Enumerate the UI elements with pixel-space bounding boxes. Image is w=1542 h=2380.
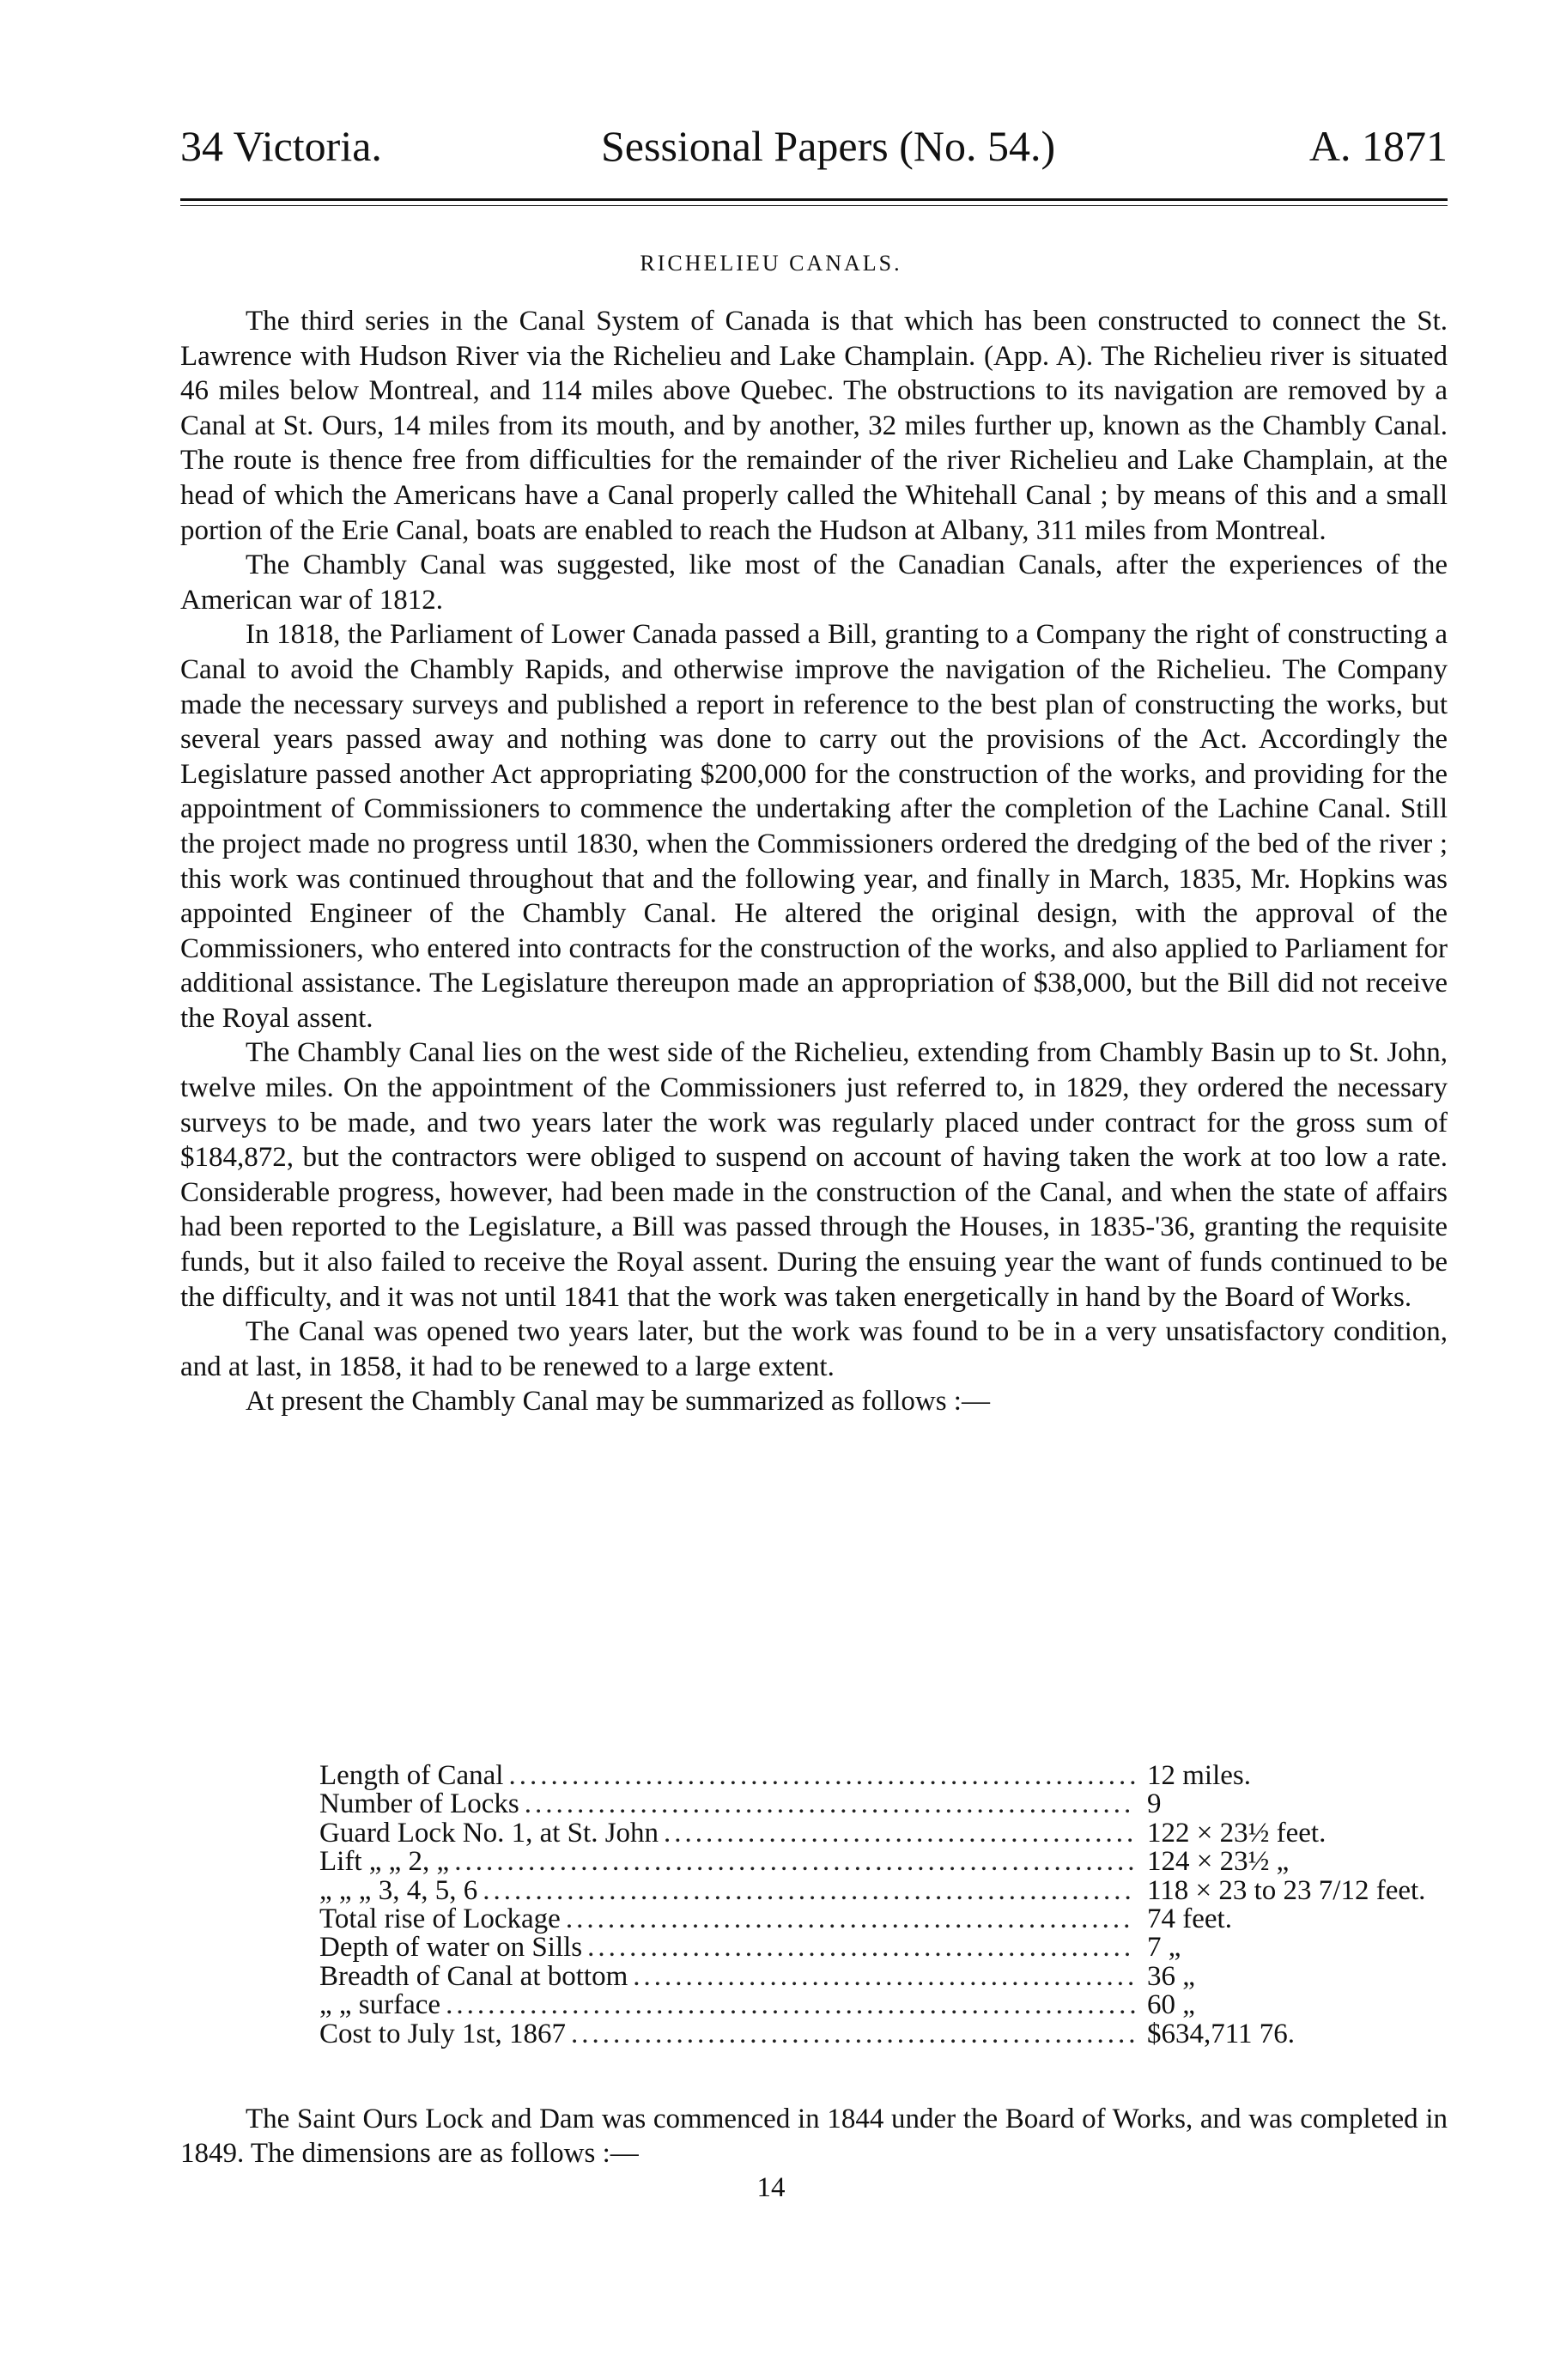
summary-value: $634,711 76.: [1147, 2018, 1296, 2049]
closing-text: [180, 2102, 1448, 2171]
summary-value: 9: [1147, 1788, 1162, 1820]
header-rule-thin: [180, 205, 1448, 206]
section-title: RICHELIEU CANALS.: [640, 251, 902, 276]
summary-value: 36 „: [1147, 1960, 1195, 1992]
summary-label: Number of Locks: [319, 1788, 519, 1820]
leader-dots: [525, 1790, 1135, 1818]
summary-row: [319, 2020, 1418, 2049]
leader-dots: [508, 1762, 1135, 1790]
summary-value: 74 feet.: [1147, 1903, 1232, 1934]
leader-dots: [571, 2020, 1135, 2049]
summary-label: Depth of water on Sills: [319, 1932, 583, 1964]
summary-row: [319, 1934, 1418, 1962]
summary-row: [319, 1960, 1418, 1992]
paragraph-history-1818: In 1818, the Parliament of Lower Canada passed a Bill, granting to a Company the right of constructing a Canal to avoid the Chambly Rapids, and otherwise improve the navigation of the Richelieu. The Company made the necessary surveys and published a report in reference to the best plan of constructing the works, but several years passed away and nothing was done to carry out the provisions of the Act. Accordingly the Legislature passed another Act appropriating $200,000 for the construction of the works, and providing for the appointment of Commissioners to commence the undertaking after the completion of the Lachine Canal. Still the project made no progress until 1830, when the Commissioners ordered the dredging of the bed of the river ; this work was continued throughout that and the following year, and finally in March, 1835, Mr. Hopkins was appointed Engineer of the Chambly Canal. He altered the original design, with the approval of the Commissioners, who entered into contracts for the construction of the works, and also applied to Parliament for additional assistance. The Legislature thereupon made an appropriation of $38,000, but the Bill did not receive the Royal assent.: [180, 619, 1448, 1034]
page-number: 14: [756, 2172, 786, 2203]
leader-dots: [454, 1848, 1135, 1876]
summary-label: „ „ „ 3, 4, 5, 6: [319, 1874, 478, 1906]
summary-value: 118 × 23 to 23 7/12 feet.: [1147, 1874, 1426, 1906]
body-text: [180, 304, 1448, 1419]
summary-value: 12 miles.: [1147, 1760, 1251, 1791]
summary-label: Length of Canal: [319, 1760, 504, 1791]
summary-table: [319, 1760, 1426, 2049]
header-rule-thick: [180, 198, 1448, 201]
paragraph-location: The Chambly Canal lies on the west side of the Richelieu, extending from Chambly Basin up to St. John, twelve miles. On the appointment of the Commissioners just referred to, in 1829, they ordered the necessary surveys to be made, and two years later the work was regularly placed under contract for the gross sum of $184,872, but the contractors were obliged to suspend on account of having taken the work at too low a rate. Considerable progress, however, had been made in the construction of the Canal, and when the state of affairs had been reported to the Legislature, a Bill was passed through the Houses, in 1835-'36, granting the requisite funds, but it also failed to receive the Royal assent. During the ensuing year the want of funds continued to be the difficulty, and it was not until 1841 that the work was taken energetically in hand by the Board of Works.: [180, 1037, 1448, 1313]
summary-value: 124 × 23½ „: [1147, 1846, 1290, 1878]
leader-dots: [587, 1934, 1135, 1962]
leader-dots: [633, 1963, 1135, 1991]
header-session: 34 Victoria.: [180, 122, 382, 170]
paragraph-suggestion: The Chambly Canal was suggested, like most of the Canadian Canals, after the experiences of the American war of 1812.: [180, 549, 1448, 616]
paragraph-opening: The Canal was opened two years later, but the work was found to be in a very unsatisfactory condition, and at last, in 1858, it had to be renewed to a large extent.: [180, 1316, 1448, 1382]
summary-value: 60 „: [1147, 1989, 1195, 2021]
summary-row: [319, 1762, 1418, 1790]
summary-label: Breadth of Canal at bottom: [319, 1960, 628, 1992]
summary-label: Cost to July 1st, 1867: [319, 2018, 566, 2049]
summary-row: [319, 1874, 1426, 1906]
paragraph-intro: The third series in the Canal System of Canada is that which has been constructed to connect the St. Lawrence with Hudson River via the Richelieu and Lake Champlain. (App. A). The Richelieu river is situated 46 miles below Montreal, and 114 miles above Quebec. The obstructions to its navigation are removed by a Canal at St. Ours, 14 miles from its mouth, and by another, 32 miles further up, known as the Chambly Canal. The route is thence free from difficulties for the remainder of the river Richelieu and Lake Champlain, at the head of which the Americans have a Canal properly called the Whitehall Canal ; by means of this and a small portion of the Erie Canal, boats are enabled to reach the Hudson at Albany, 311 miles from Montreal.: [180, 306, 1448, 546]
paragraph-summary-intro: At present the Chambly Canal may be summarized as follows :—: [246, 1386, 990, 1418]
leader-dots: [566, 1905, 1135, 1934]
leader-dots: [483, 1877, 1135, 1905]
leader-dots: [664, 1819, 1135, 1848]
summary-value: 122 × 23½ feet.: [1147, 1817, 1326, 1849]
summary-row: [319, 1991, 1418, 2019]
summary-row: [319, 1848, 1418, 1876]
summary-value: 7 „: [1147, 1932, 1181, 1964]
summary-row: [319, 1905, 1418, 1934]
running-header: [180, 118, 1448, 173]
summary-row: [319, 1790, 1418, 1818]
leader-dots: [446, 1991, 1135, 2019]
summary-label: Lift „ „ 2, „: [319, 1846, 450, 1878]
paragraph-saint-ours: The Saint Ours Lock and Dam was commenced in 1844 under the Board of Works, and was completed in 1849. The dimensions are as follows :—: [180, 2104, 1448, 2169]
summary-label: Guard Lock No. 1, at St. John: [319, 1817, 659, 1849]
summary-label: „ „ surface: [319, 1989, 441, 2021]
summary-label: Total rise of Lockage: [319, 1903, 561, 1934]
header-year: A. 1871: [1308, 122, 1448, 170]
header-papers: Sessional Papers (No. 54.): [601, 122, 1056, 170]
summary-row: [319, 1819, 1418, 1848]
